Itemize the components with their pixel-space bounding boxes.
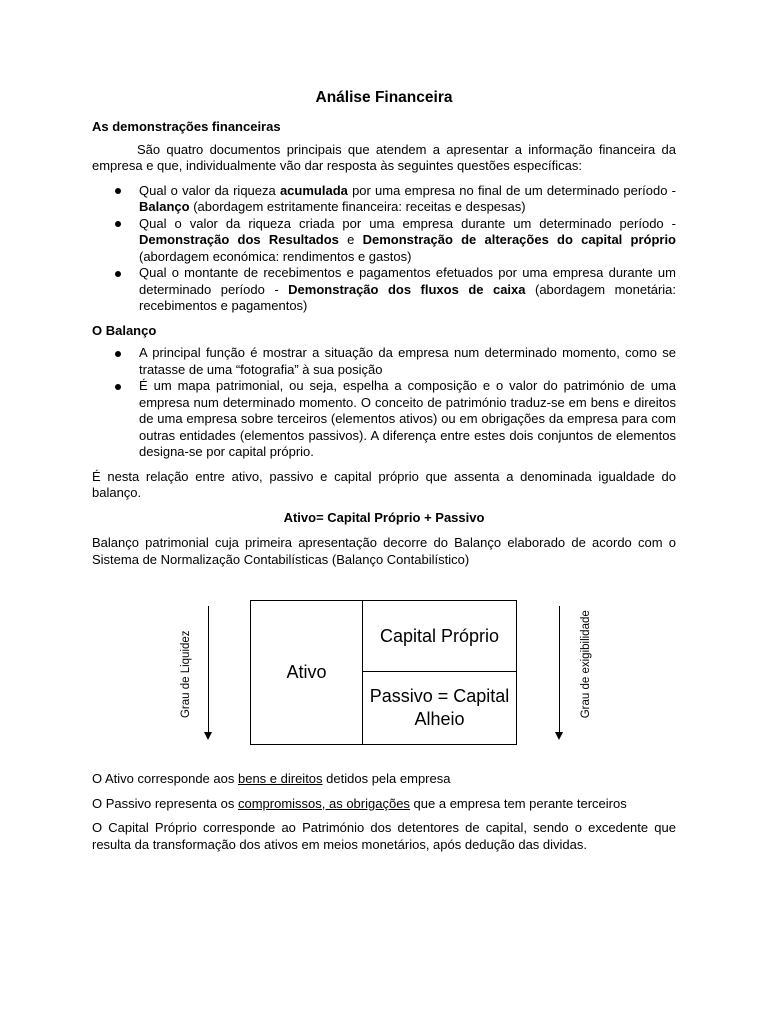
text-run: Qual o valor da riqueza criada por uma empresa durante um determinado período - — [139, 215, 676, 231]
bold-run: Demonstração dos fluxos de caixa — [288, 281, 526, 297]
liquidity-label: Grau de Liquidez — [179, 630, 192, 719]
text-run: (abordagem económica: rendimentos e gastos) — [139, 248, 412, 264]
bold-run: Demonstração de alterações do capital próprio — [362, 232, 676, 247]
balance-equation: Ativo= Capital Próprio + Passivo — [283, 509, 485, 525]
document-title: Análise Financeira — [315, 89, 453, 106]
definitions-block — [92, 771, 676, 861]
list-item — [139, 216, 676, 266]
text-run: Qual o valor da riqueza — [139, 182, 280, 198]
passivo-cell — [363, 672, 516, 744]
text-run: detidos pela empresa — [322, 771, 451, 786]
exigibility-arrow-line — [559, 606, 560, 734]
text-run: (abordagem estritamente financeira: receitas e despesas) — [189, 199, 526, 214]
section-heading-balanco: O Balanço — [92, 322, 157, 338]
capital-definition: O Capital Próprio corresponde ao Património dos detentores de capital, sendo o excedente que resulta da transformação dos ativos em meios monetários, após dedução das dividas. — [92, 820, 676, 852]
bold-run: Balanço — [139, 199, 190, 214]
list-item — [139, 265, 676, 315]
demonstracoes-list — [92, 183, 676, 315]
balance-diagram — [92, 600, 676, 760]
text-run: e — [338, 232, 363, 247]
balanco-list — [92, 345, 676, 461]
underlined-run: bens e direitos — [237, 771, 323, 786]
snc-paragraph: Balanço patrimonial cuja primeira apresentação decorre do Balanço elaborado de acordo com o Sistema de Normalização Contabilísticas (Balanço Contabilístico) — [92, 535, 676, 567]
text-run: O Ativo corresponde aos — [92, 771, 238, 786]
section-heading-demonstracoes: As demonstrações financeiras — [92, 119, 281, 134]
bold-run: Demonstração dos Resultados — [139, 232, 339, 247]
document-content — [92, 88, 677, 852]
arrow-down-icon — [204, 732, 212, 740]
text-run: Qual o montante de recebimentos e pagamentos efetuados por uma empresa durante um determinado período - — [139, 265, 676, 297]
arrow-down-icon — [555, 732, 563, 740]
bold-run: acumulada — [279, 182, 348, 198]
capital-proprio-cell: Capital Próprio — [363, 601, 516, 672]
text-run: que a empresa tem perante terceiros — [409, 795, 627, 811]
passivo-label-line1: Passivo = Capital — [369, 686, 510, 706]
list-item: É um mapa patrimonial, ou seja, espelha a composição e o valor do património de uma empresa num determinado momento. O conceito de património traduz-se em bens e direitos de uma empresa sobre terceiros (elementos ativos) ou em obrigações da empresa para com outras entidades (elementos passivos). A diferença entre estes dois conjuntos de elementos designa-se por capital próprio. — [139, 378, 676, 459]
balance-box — [250, 600, 517, 745]
underlined-run: compromissos, as obrigações — [237, 795, 410, 811]
passivo-label-line2: Alheio — [414, 709, 465, 729]
text-run: (abordagem monetária: recebimentos e pagamentos) — [139, 281, 677, 313]
ativo-definition — [92, 771, 676, 788]
passivo-definition — [92, 796, 676, 813]
list-item — [139, 183, 676, 216]
relation-paragraph: É nesta relação entre ativo, passivo e capital próprio que assenta a denominada igualdade do balanço. — [92, 468, 676, 500]
text-run: por uma empresa no final de um determinado período - — [347, 182, 676, 198]
liquidity-arrow-line — [208, 606, 209, 734]
list-item: A principal função é mostrar a situação da empresa num determinado momento, como se tratasse de uma “fotografia” à sua posição — [139, 345, 676, 377]
ativo-cell: Ativo — [251, 601, 363, 744]
exigibility-label: Grau de exigibilidade — [579, 610, 592, 719]
intro-paragraph: São quatro documentos principais que atendem a apresentar a informação financeira da empresa e que, individualmente vão dar resposta às seguintes questões específicas: — [92, 141, 676, 173]
text-run: O Passivo representa os — [92, 795, 238, 811]
